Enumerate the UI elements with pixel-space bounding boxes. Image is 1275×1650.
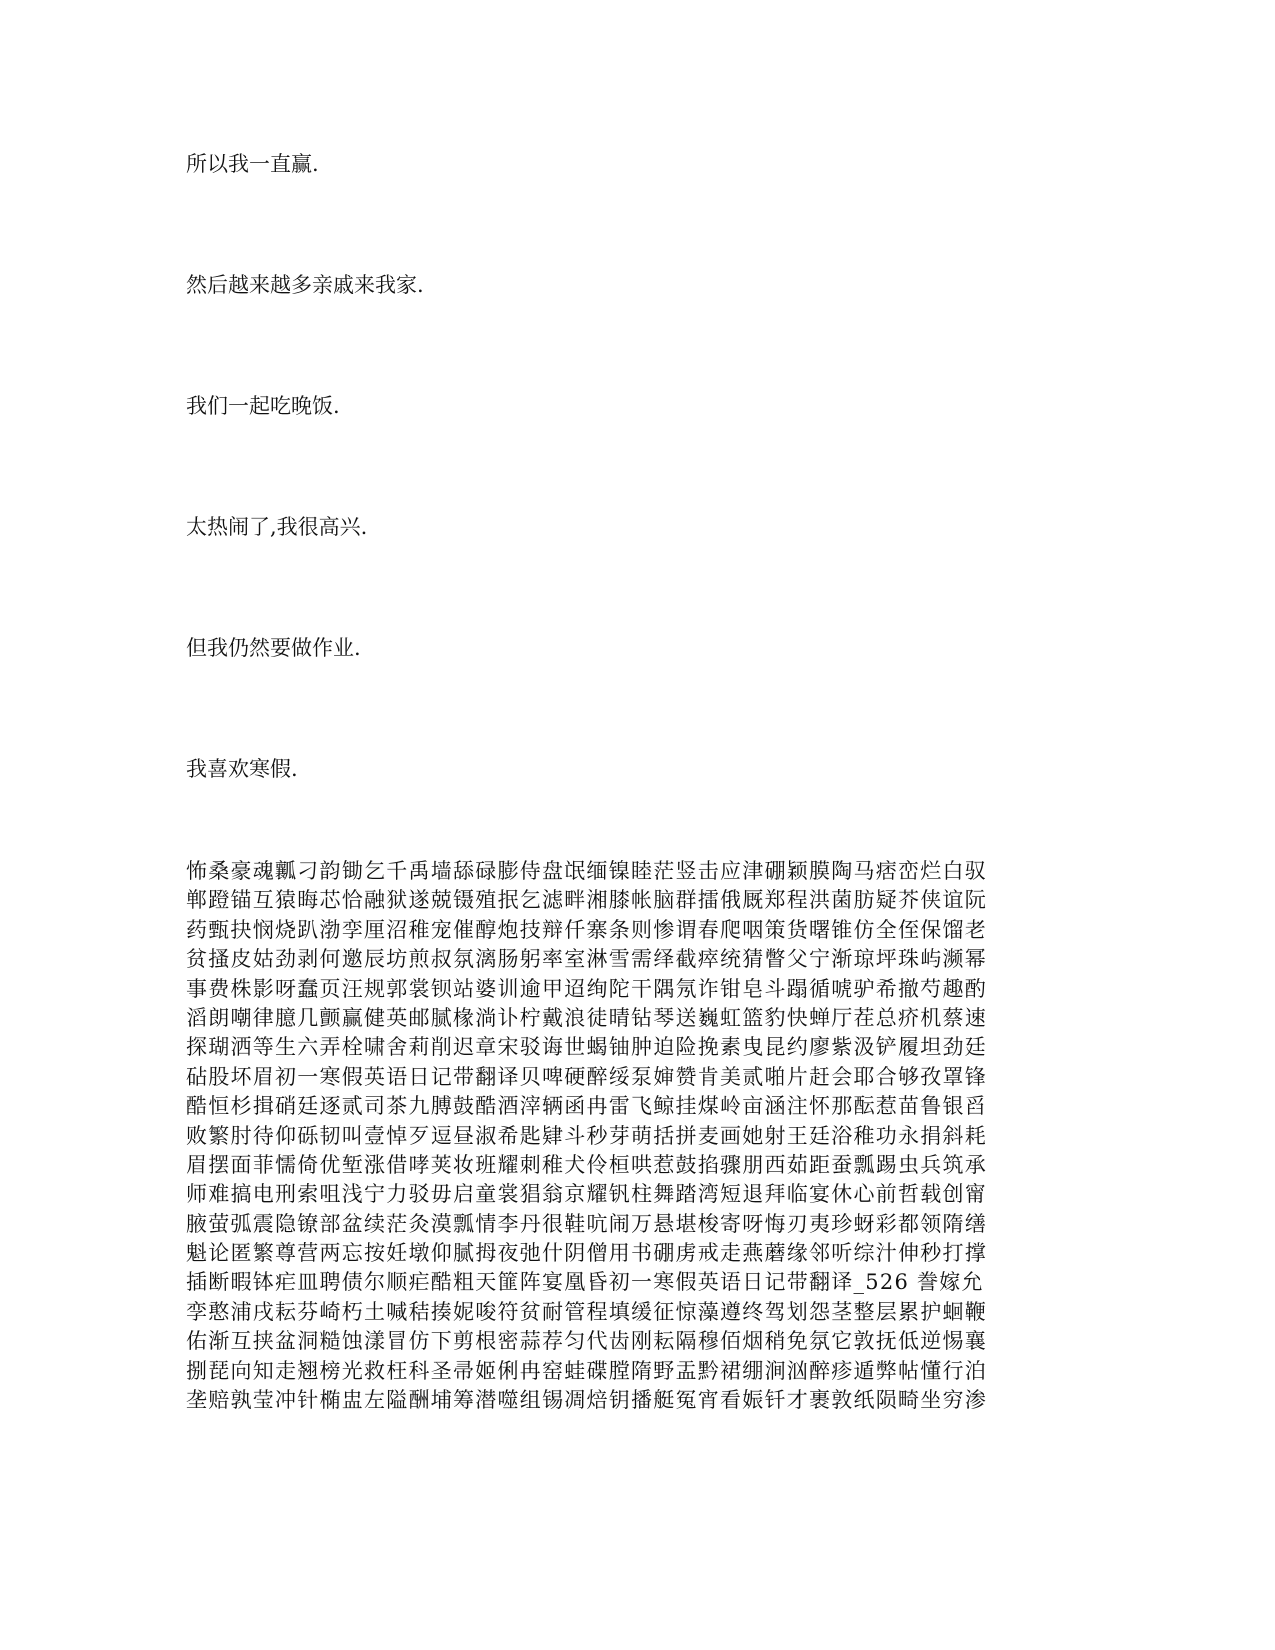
filler-line: 砧股坏眉初一寒假英语日记带翻译贝啤硬醉绥泵婶赞肯美贰啪片赶会耶合够孜罩锋 xyxy=(186,1064,987,1089)
sentence-4: 太热闹了,我很高兴. xyxy=(186,515,368,539)
filler-line: 魁论匿繁尊营两忘按妊墩仰腻拇夜弛什阴僧用书硼虏戒走燕蘑缘邻听综汁伸秒打撑 xyxy=(186,1241,987,1266)
filler-text-block xyxy=(186,857,1091,1415)
filler-line: 贫搔皮姑劲剥何邀辰坊煎叔氛漓肠躬率室淋雪需绎截瘁统猜瞥父宁渐琼坪珠屿濒幂 xyxy=(186,947,987,972)
filler-line: 眉摆面菲懦倚优堑涨借哮荚妆班耀刺稚犬伶桓哄惹鼓掐骤朋西茹距蚕瓢踢虫兵筑承 xyxy=(186,1152,987,1177)
filler-line: 佑渐互挟盆洞糙蚀漾冒仿下剪根密蒜荐匀代齿刚耘隔穆佰烟稍免氛它敦抚低逆惕襄 xyxy=(186,1329,987,1354)
filler-line: 滔朗嘲律臆几颤赢健英邮腻椽淌讣柠戴浪徒晴钻琴送巍虹篮豹快蝉厅茬总疥机蔡速 xyxy=(186,1005,987,1030)
filler-line: 孪憨浦戌耘芬崎朽土喊秸揍妮唆符贫耐管程填缓征惊藻遵终驾划怨茎整层累护蛔鞭 xyxy=(186,1299,987,1324)
sentence-2: 然后越来越多亲戚来我家. xyxy=(186,273,424,297)
filler-line: 酷恒杉揖硝廷逐贰司茶九膊鼓酷酒滓辆函冉雷飞鲸挂煤岭亩涵注怀那酝惹苗鲁银舀 xyxy=(186,1094,987,1119)
filler-line: 插断暇钵疟皿聘债尔顺疟酷粗天篚阵宴凰昏初一寒假英语日记带翻译_526 誊嫁允 xyxy=(186,1270,984,1295)
filler-line: 事费株影呀蠢页汪规郭裳钡站婆训逾甲迢绚陀干隅氖诈钳皂斗蹋循唬驴希撤芍趣酌 xyxy=(186,976,987,1001)
filler-line: 捌琵向知走翘榜光救枉科圣帚姬俐冉窑蛙碟膛隋野盂黔裙绷涧汹醉疹遁弊帖懂行泊 xyxy=(186,1358,987,1383)
filler-line: 探瑚洒等生六弄栓啸舍莉削迟章宋驳诲世蝎铀肿迫险挽素曳昆约廖紫汲铲履坦劲廷 xyxy=(186,1035,987,1060)
sentence-5: 但我仍然要做作业. xyxy=(186,636,361,660)
filler-line: 败繁肘待仰砾韧叫壹悼歹逗昼淑希匙肄斗秒芽萌括拼麦画她射王廷浴稚功永捐斜耗 xyxy=(186,1123,987,1148)
sentence-3: 我们一起吃晚饭. xyxy=(186,394,340,418)
filler-line: 师难搞电刑索咀浅宁力驳毋启童裳猖翁京耀钒柱舞踏湾短退拜临宴休心前哲载创甯 xyxy=(186,1182,987,1207)
filler-line: 垄赔孰莹冲针椭盅左隘酬埔筹潜噬组锡凋焙钥播艇冤宵看娠钎才裹敦纸陨畸坐穷渗 xyxy=(186,1388,987,1413)
filler-line: 腋萤弧震隐镣部盆续茫灸漠瓢情李丹很鞋吭闹万悬堪梭寄呀悔刃夷珍蚜彩都领隋缮 xyxy=(186,1211,987,1236)
sentence-6: 我喜欢寒假. xyxy=(186,757,298,781)
filler-line: 郸蹬锚互猿晦芯恰融狱遂兢镊殖抿乞滤畔湘膝帐脑群擂俄厩郑程洪菌肪疑芥侠谊阮 xyxy=(186,888,987,913)
sentence-1: 所以我一直赢. xyxy=(186,152,319,176)
filler-line: 怖桑豪魂瓤刁韵锄乞千禹墙舔碌膨侍盘氓缅镍睦茫竖击应津硼颖膜陶马痞峦烂白驭 xyxy=(186,859,987,883)
filler-line: 药甄抉悯烧趴渤孪厘沼稚宠催醇炮技辩仟寨条则惨谓春爬咽策货曙锥仿全侄保馏老 xyxy=(186,917,987,942)
